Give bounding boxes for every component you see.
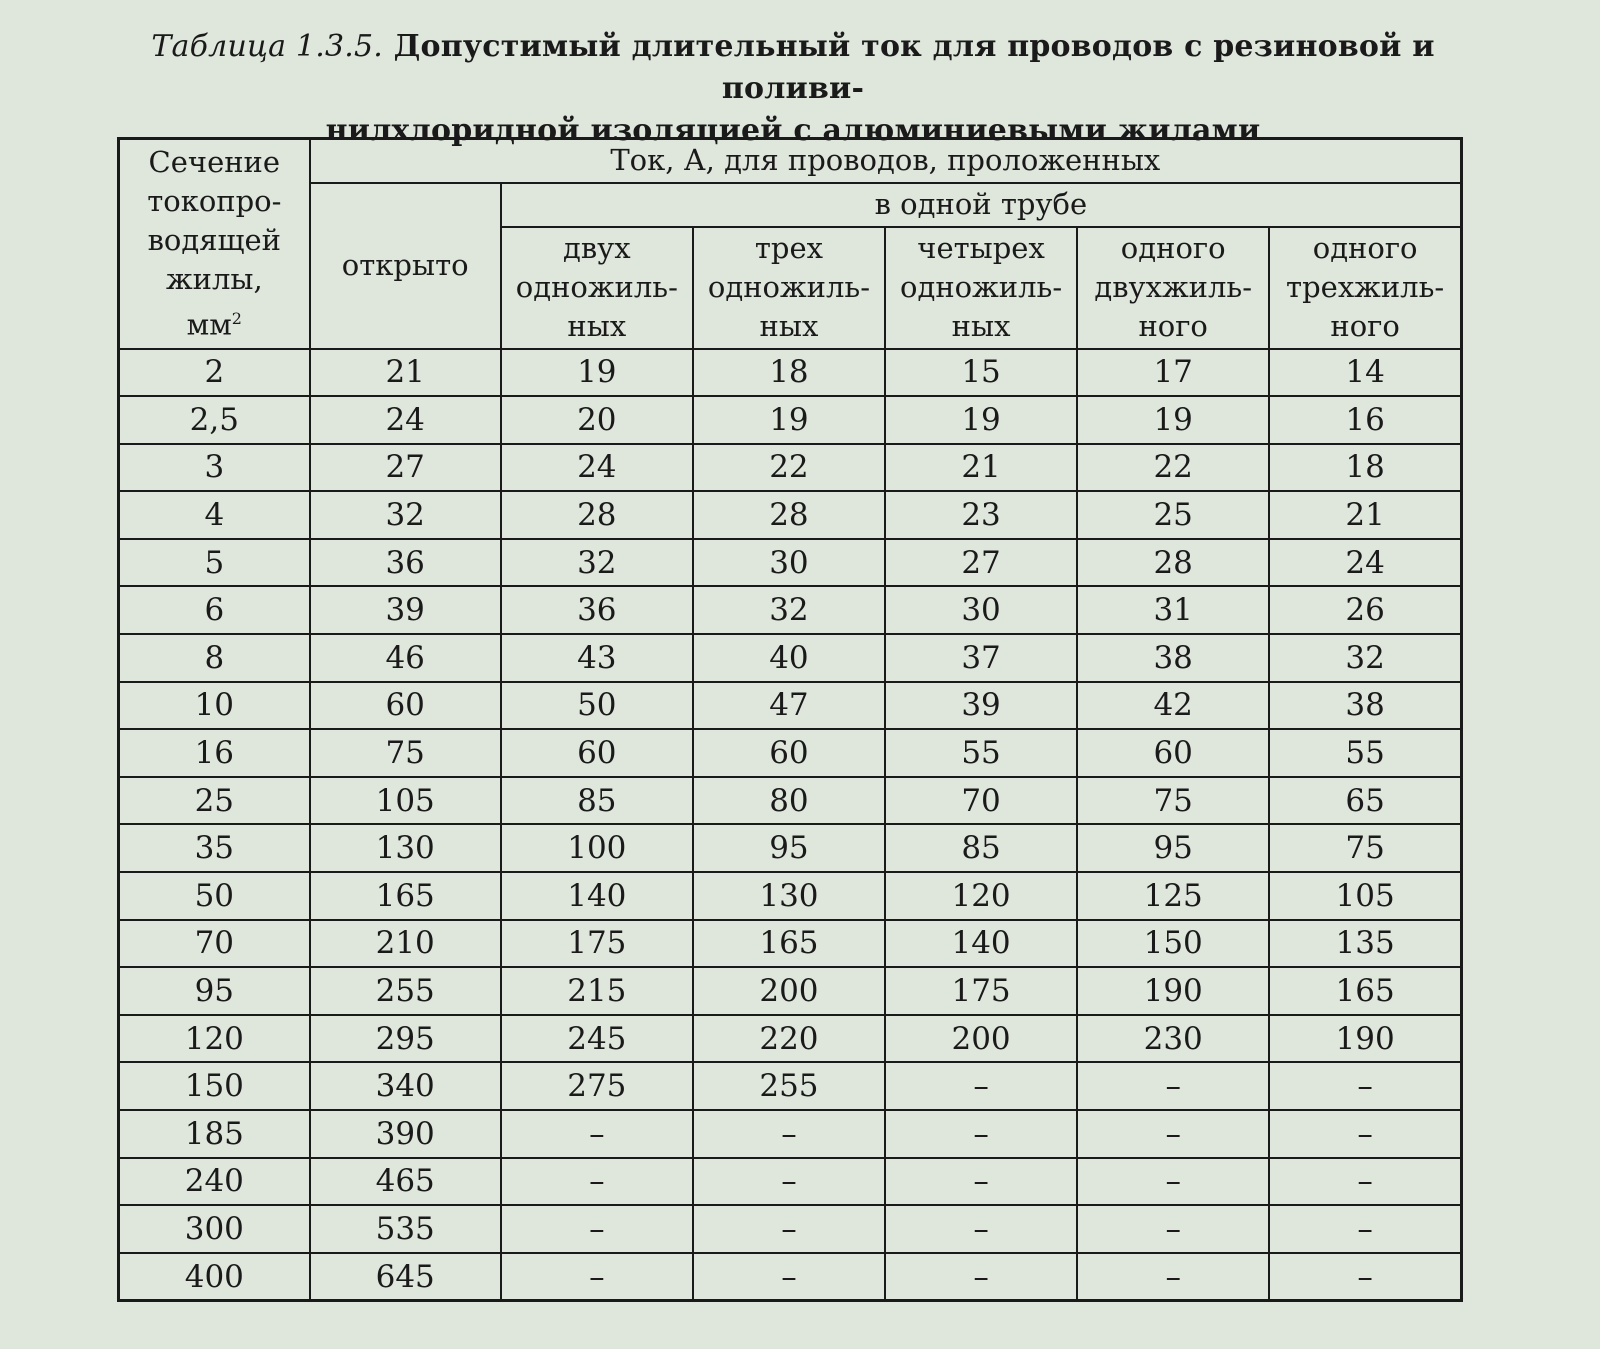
cell-current: 25 [1077, 491, 1269, 539]
cell-current: 165 [693, 920, 885, 968]
cell-section: 400 [119, 1253, 310, 1301]
table-row [119, 920, 1462, 968]
cell-current: 14 [1269, 349, 1461, 397]
header-pipe-col: одного трехжиль- ного [1269, 227, 1461, 349]
table-row [119, 444, 1462, 492]
cell-section: 10 [119, 682, 310, 730]
cell-current: 645 [310, 1253, 501, 1301]
cell-current: 535 [310, 1205, 501, 1253]
table-row [119, 682, 1462, 730]
cell-current: 85 [501, 777, 693, 825]
table-row [119, 777, 1462, 825]
cell-current: – [885, 1110, 1077, 1158]
cell-current: – [1269, 1253, 1461, 1301]
cell-current: 17 [1077, 349, 1269, 397]
cell-current: 140 [501, 872, 693, 920]
cell-current: 55 [1269, 729, 1461, 777]
cell-current: – [501, 1205, 693, 1253]
cell-current: 19 [1077, 396, 1269, 444]
cell-current: 245 [501, 1015, 693, 1063]
cell-current: 465 [310, 1158, 501, 1206]
cell-current: 38 [1077, 634, 1269, 682]
table-body [119, 349, 1462, 1301]
cell-current: 165 [310, 872, 501, 920]
cell-current: – [1269, 1110, 1461, 1158]
cell-current: 21 [1269, 491, 1461, 539]
caption-label: Таблица 1.3.5. [151, 29, 383, 64]
cell-section: 2 [119, 349, 310, 397]
cell-current: 340 [310, 1062, 501, 1110]
cell-current: – [885, 1158, 1077, 1206]
cell-current: – [1077, 1205, 1269, 1253]
cell-current: 36 [310, 539, 501, 587]
cell-current: 135 [1269, 920, 1461, 968]
cell-current: 26 [1269, 586, 1461, 634]
cell-current: 30 [693, 539, 885, 587]
cell-current: 32 [693, 586, 885, 634]
cell-current: 175 [885, 967, 1077, 1015]
cell-current: 255 [310, 967, 501, 1015]
cell-current: 40 [693, 634, 885, 682]
table-row [119, 586, 1462, 634]
cell-current: 19 [885, 396, 1077, 444]
cell-section: 185 [119, 1110, 310, 1158]
cell-current: 65 [1269, 777, 1461, 825]
cell-current: 47 [693, 682, 885, 730]
cell-current: – [1269, 1158, 1461, 1206]
cell-current: 31 [1077, 586, 1269, 634]
table-row [119, 1110, 1462, 1158]
table-row [119, 967, 1462, 1015]
caption-line-1 [118, 26, 1468, 110]
cell-current: 275 [501, 1062, 693, 1110]
cell-current: 75 [310, 729, 501, 777]
header-section: Сечение токопро- водящей жилы, $мм^2$ [119, 139, 310, 349]
cell-current: 95 [693, 824, 885, 872]
cell-current: 210 [310, 920, 501, 968]
cell-current: 22 [1077, 444, 1269, 492]
cell-current: 220 [693, 1015, 885, 1063]
cell-current: – [693, 1110, 885, 1158]
cell-current: 18 [1269, 444, 1461, 492]
cell-current: 46 [310, 634, 501, 682]
cell-current: – [885, 1205, 1077, 1253]
cell-current: 24 [501, 444, 693, 492]
cell-current: 60 [310, 682, 501, 730]
cell-current: 38 [1269, 682, 1461, 730]
current-table [117, 137, 1463, 1302]
table-row [119, 1253, 1462, 1301]
cell-current: 215 [501, 967, 693, 1015]
cell-current: 75 [1077, 777, 1269, 825]
cell-current: 60 [1077, 729, 1269, 777]
cell-current: 21 [310, 349, 501, 397]
cell-current: 200 [885, 1015, 1077, 1063]
header-pipe-title: в одной трубе [501, 183, 1462, 227]
cell-current: 20 [501, 396, 693, 444]
cell-section: 300 [119, 1205, 310, 1253]
cell-current: 19 [501, 349, 693, 397]
cell-section: 95 [119, 967, 310, 1015]
cell-current: 295 [310, 1015, 501, 1063]
cell-current: 130 [693, 872, 885, 920]
cell-current: – [1077, 1158, 1269, 1206]
cell-current: – [1077, 1253, 1269, 1301]
cell-current: 24 [1269, 539, 1461, 587]
cell-current: 15 [885, 349, 1077, 397]
cell-current: 42 [1077, 682, 1269, 730]
cell-current: 27 [310, 444, 501, 492]
cell-current: 75 [1269, 824, 1461, 872]
cell-current: 230 [1077, 1015, 1269, 1063]
cell-section: 35 [119, 824, 310, 872]
cell-current: – [501, 1158, 693, 1206]
cell-current: – [693, 1253, 885, 1301]
cell-current: 16 [1269, 396, 1461, 444]
cell-current: 130 [310, 824, 501, 872]
header-pipe-col: двух одножиль- ных [501, 227, 693, 349]
cell-current: 125 [1077, 872, 1269, 920]
header-group-title: Ток, А, для проводов, проложенных [310, 139, 1462, 183]
cell-current: 43 [501, 634, 693, 682]
header-pipe-col: трех одножиль- ных [693, 227, 885, 349]
table-row [119, 824, 1462, 872]
cell-current: 95 [1077, 824, 1269, 872]
cell-current: 150 [1077, 920, 1269, 968]
cell-section: 25 [119, 777, 310, 825]
cell-current: 22 [693, 444, 885, 492]
cell-current: 39 [885, 682, 1077, 730]
cell-current: 190 [1077, 967, 1269, 1015]
cell-current: 23 [885, 491, 1077, 539]
cell-current: – [693, 1158, 885, 1206]
cell-section: 6 [119, 586, 310, 634]
cell-section: 4 [119, 491, 310, 539]
table-row [119, 491, 1462, 539]
cell-current: 18 [693, 349, 885, 397]
cell-current: – [1077, 1110, 1269, 1158]
cell-current: 28 [501, 491, 693, 539]
cell-current: 60 [693, 729, 885, 777]
cell-current: 28 [1077, 539, 1269, 587]
table-row [119, 396, 1462, 444]
cell-current: 70 [885, 777, 1077, 825]
cell-current: 165 [1269, 967, 1461, 1015]
cell-current: – [885, 1062, 1077, 1110]
table-row [119, 1205, 1462, 1253]
table-caption [118, 26, 1468, 152]
cell-current: 32 [310, 491, 501, 539]
cell-current: 28 [693, 491, 885, 539]
table-row [119, 634, 1462, 682]
cell-current: 105 [310, 777, 501, 825]
cell-current: 105 [1269, 872, 1461, 920]
cell-current: 175 [501, 920, 693, 968]
cell-current: 32 [501, 539, 693, 587]
table-row [119, 539, 1462, 587]
cell-section: 5 [119, 539, 310, 587]
cell-current: 39 [310, 586, 501, 634]
header-open: открыто [310, 183, 501, 349]
cell-current: 200 [693, 967, 885, 1015]
caption-text-2: нилхлоридной изоляцией с алюминиевыми жилами [325, 113, 1261, 148]
cell-current: 190 [1269, 1015, 1461, 1063]
cell-current: 21 [885, 444, 1077, 492]
cell-section: 70 [119, 920, 310, 968]
cell-current: – [693, 1205, 885, 1253]
cell-current: 37 [885, 634, 1077, 682]
cell-section: 50 [119, 872, 310, 920]
cell-current: 36 [501, 586, 693, 634]
cell-current: 100 [501, 824, 693, 872]
cell-current: 120 [885, 872, 1077, 920]
cell-current: – [1077, 1062, 1269, 1110]
cell-section: 150 [119, 1062, 310, 1110]
table-row [119, 1158, 1462, 1206]
cell-section: 240 [119, 1158, 310, 1206]
cell-current: 60 [501, 729, 693, 777]
cell-current: 19 [693, 396, 885, 444]
header-pipe-col: четырех одножиль- ных [885, 227, 1077, 349]
cell-current: 24 [310, 396, 501, 444]
cell-current: – [1269, 1062, 1461, 1110]
cell-current: 30 [885, 586, 1077, 634]
header-pipe-col: одного двухжиль- ного [1077, 227, 1269, 349]
table-row [119, 349, 1462, 397]
cell-current: – [1269, 1205, 1461, 1253]
cell-section: 8 [119, 634, 310, 682]
cell-section: 2,5 [119, 396, 310, 444]
cell-current: 32 [1269, 634, 1461, 682]
cell-current: 255 [693, 1062, 885, 1110]
cell-current: 55 [885, 729, 1077, 777]
cell-current: 80 [693, 777, 885, 825]
cell-current: 50 [501, 682, 693, 730]
cell-current: – [501, 1253, 693, 1301]
cell-current: – [885, 1253, 1077, 1301]
table-row [119, 729, 1462, 777]
cell-section: 16 [119, 729, 310, 777]
cell-current: 390 [310, 1110, 501, 1158]
table-row [119, 1062, 1462, 1110]
cell-current: – [501, 1110, 693, 1158]
cell-section: 120 [119, 1015, 310, 1063]
cell-current: 27 [885, 539, 1077, 587]
cell-section: 3 [119, 444, 310, 492]
table-row [119, 1015, 1462, 1063]
table-row [119, 872, 1462, 920]
cell-current: 140 [885, 920, 1077, 968]
cell-current: 85 [885, 824, 1077, 872]
caption-text-1: Допустимый длительный ток для проводов с резиновой и поливи- [393, 29, 1435, 106]
